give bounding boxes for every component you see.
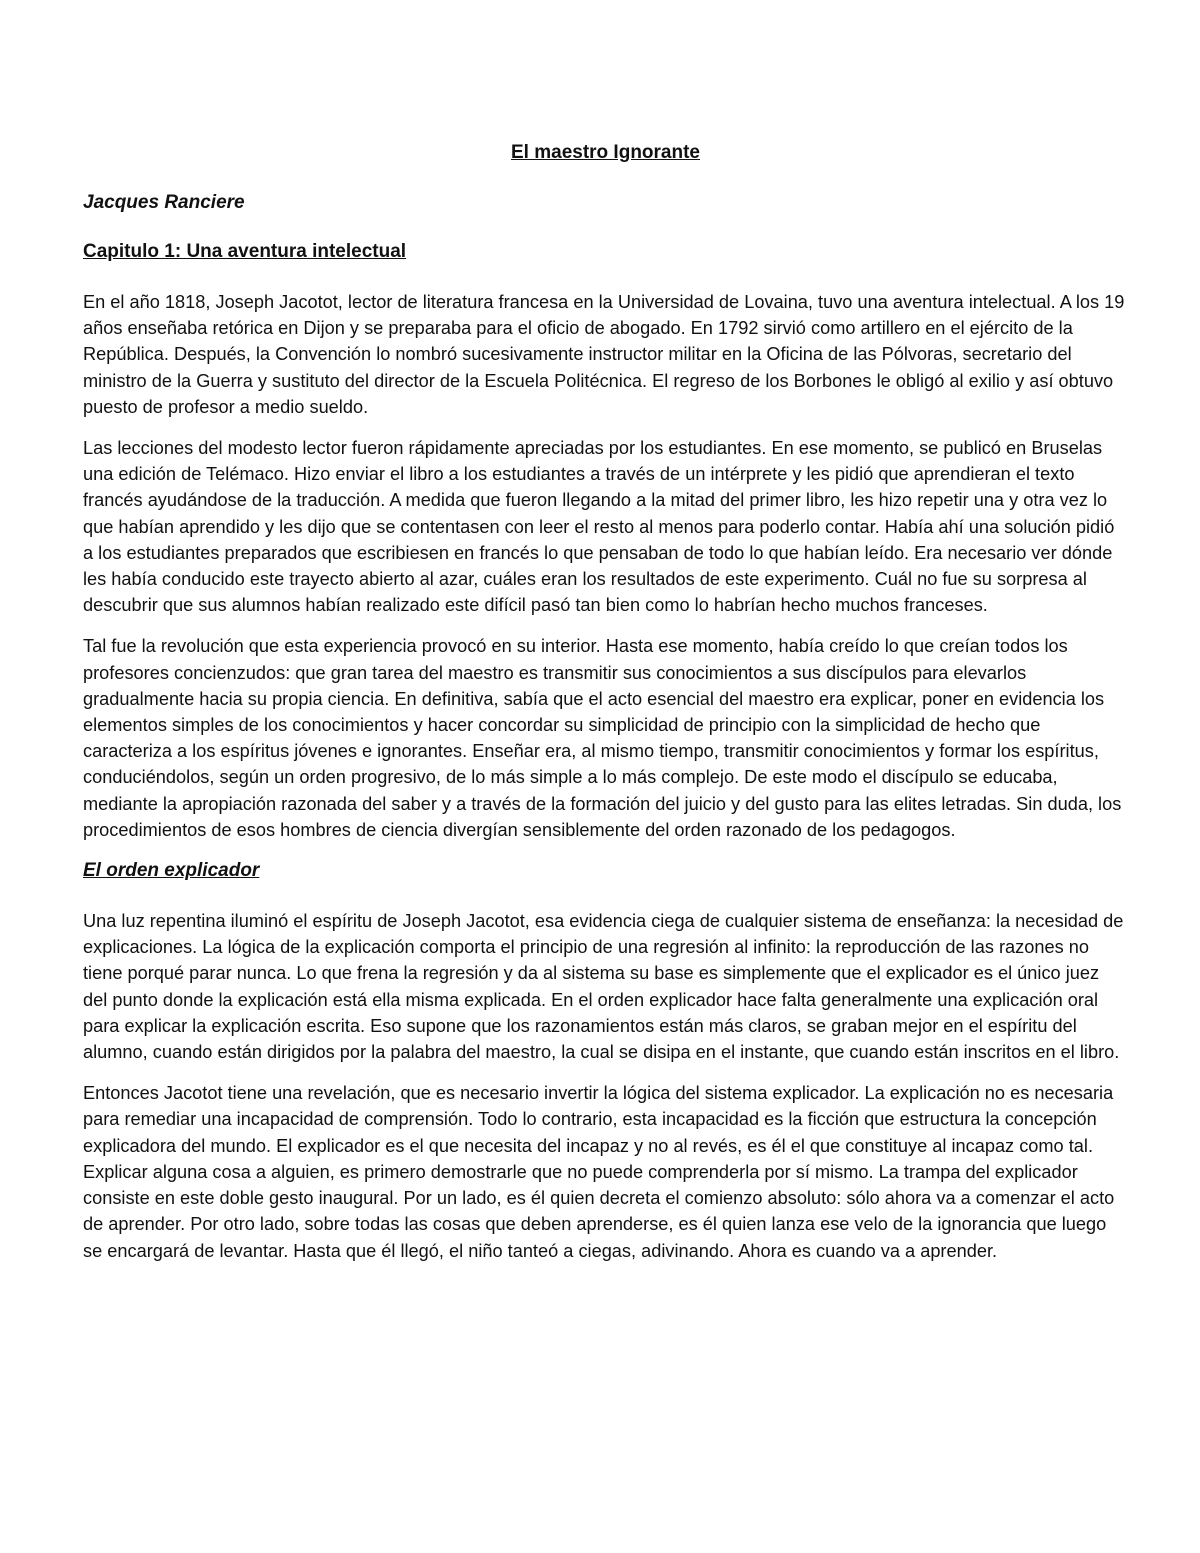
paragraph: Las lecciones del modesto lector fueron rápidamente apreciadas por los estudiantes. En ese momento, se publicó en Bruselas una edición de Telémaco. Hizo enviar el libro a los estudiantes a través de un intérprete y les pidió que aprendieran el texto francés ayudándose de la traducción. A medida que fueron llegando a la mitad del primer libro, les hizo repetir una y otra vez lo que habían aprendido y les dijo que se contentasen con leer el resto al menos para poderlo contar. Había ahí una solución pidió a los estudiantes preparados que escribiesen en francés lo que pensaban de todo lo que habían leído. Era necesario ver dónde les había conducido este trayecto abierto al azar, cuáles eran los resultados de este experimento. Cuál no fue su sorpresa al descubrir que sus alumnos habían realizado este difícil pasó tan bien como lo habrían hecho muchos franceses. (83, 438, 1115, 616)
document-page (83, 140, 1128, 1279)
author-name: Jacques Ranciere (83, 192, 245, 213)
section-heading: El orden explicador (83, 860, 260, 882)
paragraph: Tal fue la revolución que esta experiencia provocó en su interior. Hasta ese momento, había creído lo que creían todos los profesores concienzudos: que gran tarea del maestro es transmitir sus conocimientos a sus discípulos para elevarlos gradualmente hacia su propia ciencia. En definitiva, sabía que el acto esencial del maestro era explicar, poner en evidencia los elementos simples de los conocimientos y hacer concordar su simplicidad de principio con la simplicidad de hecho que caracteriza a los espíritus jóvenes e ignorantes. Enseñar era, al mismo tiempo, transmitir conocimientos y formar los espíritus, conduciéndolos, según un orden progresivo, de lo más simple a lo más complejo. De este modo el discípulo se educaba, mediante la apropiación razonada del saber y a través de la formación del juicio y del gusto para las elites letradas. Sin duda, los procedimientos de esos hombres de ciencia divergían sensiblemente del orden razonado de los pedagogos. (83, 636, 1122, 840)
paragraph: Una luz repentina iluminó el espíritu de Joseph Jacotot, esa evidencia ciega de cualquier sistema de enseñanza: la necesidad de explicaciones. La lógica de la explicación comporta el principio de una regresión al infinito: la reproducción de las razones no tiene porqué parar nunca. Lo que frena la regresión y da al sistema su base es simplemente que el explicador es el único juez del punto donde la explicación está ella misma explicada. En el orden explicador hace falta generalmente una explicación oral para explicar la explicación escrita. Eso supone que los razonamientos están más claros, se graban mejor en el espíritu del alumno, cuando están dirigidos por la palabra del maestro, la cual se disipa en el instante, que cuando están inscritos en el libro. (83, 911, 1124, 1063)
paragraph: En el año 1818, Joseph Jacotot, lector de literatura francesa en la Universidad de Lovaina, tuvo una aventura intelectual. A los 19 años enseñaba retórica en Dijon y se preparaba para el oficio de abogado. En 1792 sirvió como artillero en el ejército de la República. Después, la Convención lo nombró sucesivamente instructor militar en la Oficina de las Pólvoras, secretario del ministro de la Guerra y sustituto del director de la Escuela Politécnica. El regreso de los Borbones le obligó al exilio y así obtuvo puesto de profesor a medio sueldo. (83, 292, 1125, 417)
paragraph: Entonces Jacotot tiene una revelación, que es necesario invertir la lógica del sistema explicador. La explicación no es necesaria para remediar una incapacidad de comprensión. Todo lo contrario, esta incapacidad es la ficción que estructura la concepción explicadora del mundo. El explicador es el que necesita del incapaz y no al revés, es él el que constituye al incapaz como tal. Explicar alguna cosa a alguien, es primero demostrarle que no puede comprenderla por sí mismo. La trampa del explicador consiste en este doble gesto inaugural. Por un lado, es él quien decreta el comienzo absoluto: sólo ahora va a comenzar el acto de aprender. Por otro lado, sobre todas las cosas que deben aprenderse, es él quien lanza ese velo de la ignorancia que luego se encargará de levantar. Hasta que él llegó, el niño tanteó a ciegas, adivinando. Ahora es cuando va a aprender. (83, 1083, 1115, 1261)
chapter-heading: Capitulo 1: Una aventura intelectual (83, 241, 407, 262)
document-title: El maestro Ignorante (511, 142, 700, 163)
